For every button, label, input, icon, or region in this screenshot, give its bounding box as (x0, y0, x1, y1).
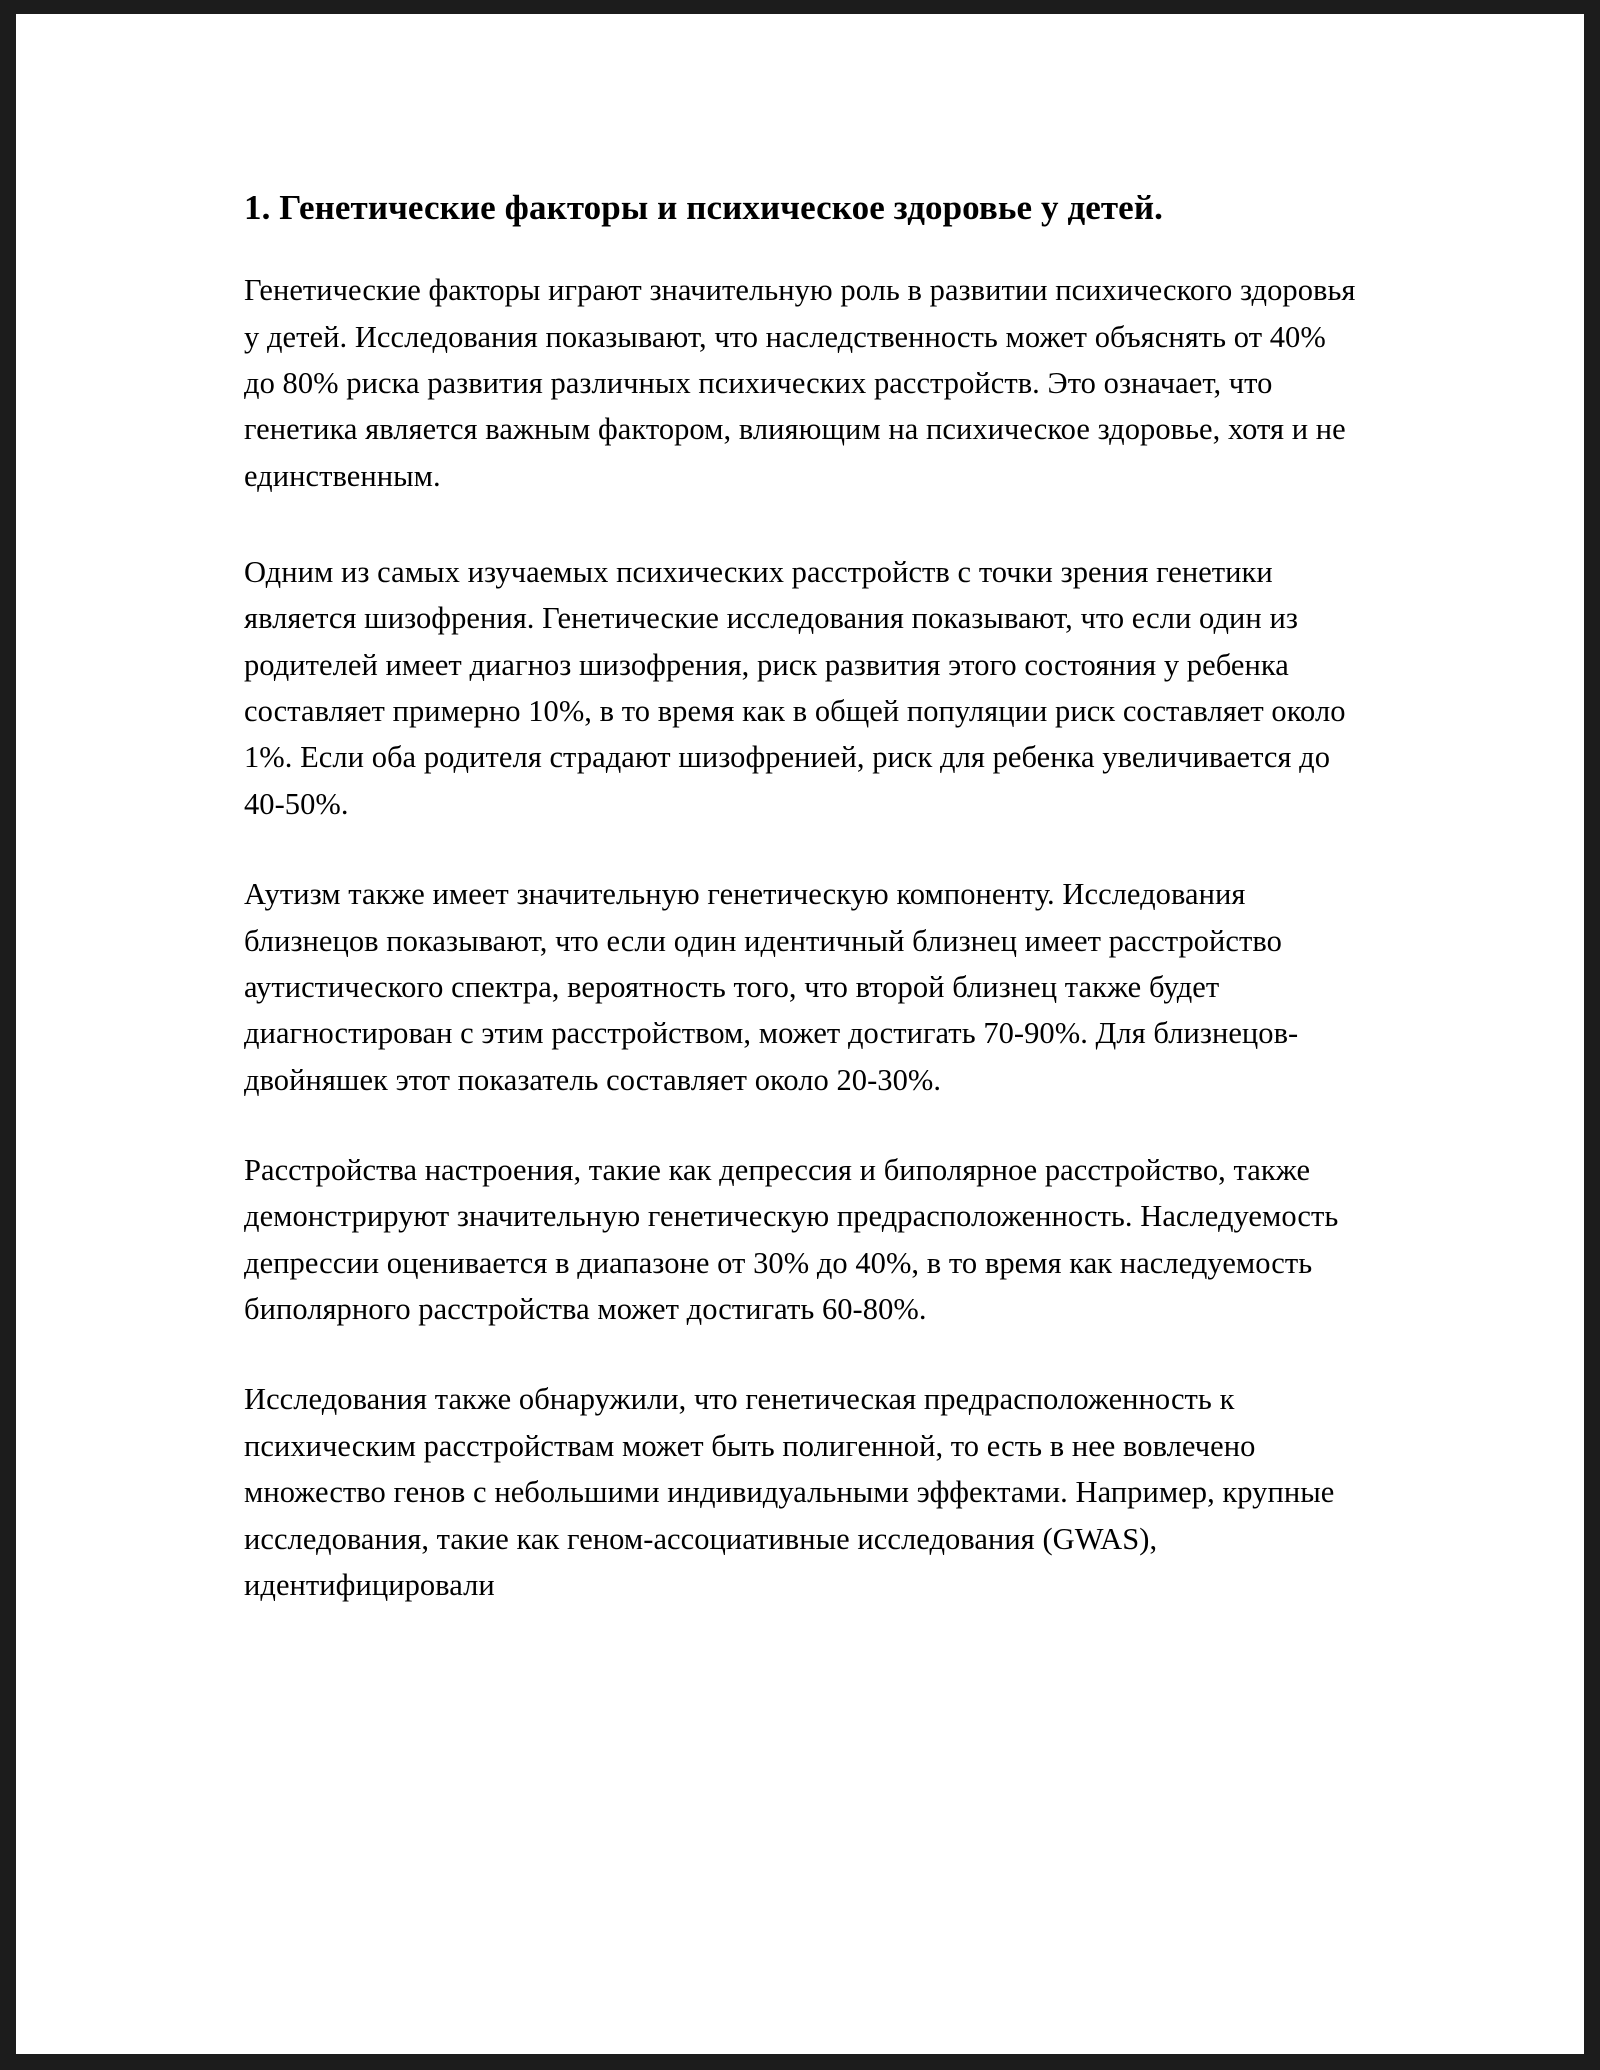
paragraph-1: Генетические факторы играют значительную роль в развитии психического здоровья у детей. Исследования показывают, что наследственность может объяснять от 40% до 80% риска развития различных психических расстройств. Это означает, что генетика является важным фактором, влияющим на психическое здоровье, хотя и не единственным. (244, 273, 1356, 493)
paragraph-4: Расстройства настроения, такие как депрессия и биполярное расстройство, также демонстрируют значительную генетическую предрасположенность. Наследуемость депрессии оценивается в диапазоне от 30% до 40%, в то время как наследуемость биполярного расстройства может достигать 60-80%. (244, 1153, 1339, 1327)
page-title: 1. Генетические факторы и психическое здоровье у детей. (244, 188, 1163, 227)
paragraph-2: Одним из самых изучаемых психических расстройств с точки зрения генетики является шизофрения. Генетические исследования показывают, что если один из родителей имеет диагноз шизофрения, риск развития этого состояния у ребенка составляет примерно 10%, в то время как в общей популяции риск составляет около 1%. Если оба родителя страдают шизофренией, риск для ребенка увеличивается до 40-50%. (244, 555, 1346, 821)
paragraph-5: Исследования также обнаружили, что генетическая предрасположенность к психическим расстройствам может быть полигенной, то есть в нее вовлечено множество генов с небольшими индивидуальными эффектами. Например, крупные исследования, такие как геном-ассоциативные исследования (GWAS), идентифицировали (244, 1382, 1335, 1602)
paragraph-3: Аутизм также имеет значительную генетическую компоненту. Исследования близнецов показывают, что если один идентичный близнец имеет расстройство аутистического спектра, вероятность того, что второй близнец также будет диагностирован с этим расстройством, может достигать 70-90%. Для близнецов-двойняшек этот показатель составляет около 20-30%. (244, 877, 1299, 1097)
document-page (16, 14, 1584, 2054)
